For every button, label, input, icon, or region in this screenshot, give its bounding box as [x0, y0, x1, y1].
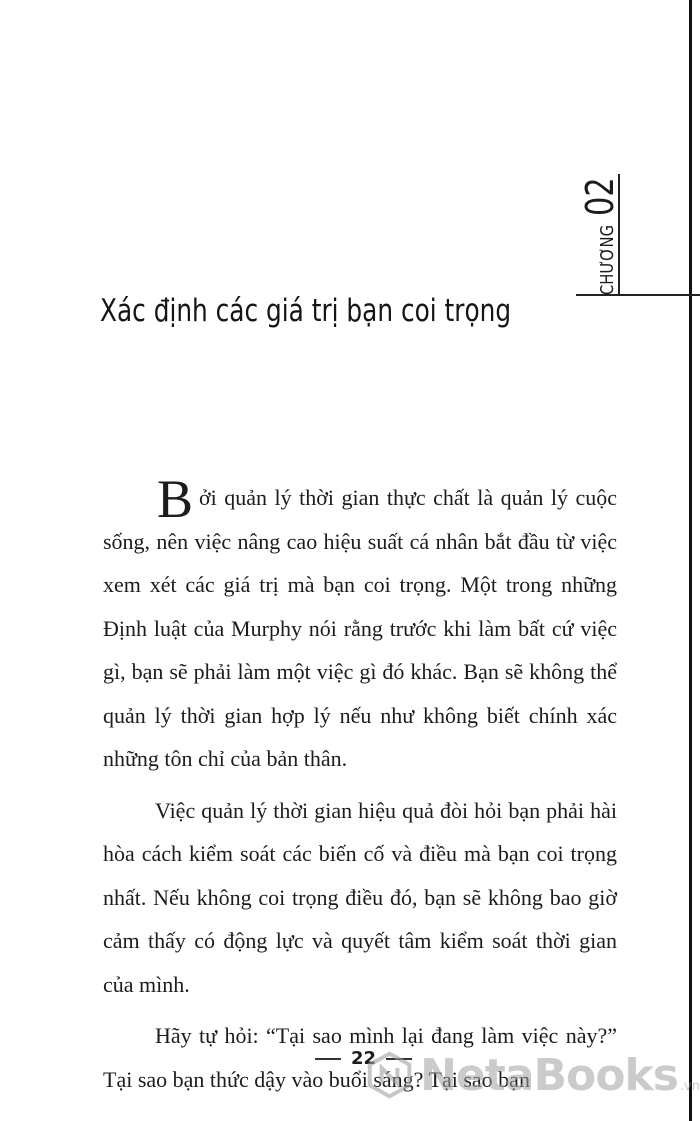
page-number: 22	[351, 1048, 377, 1069]
drop-cap: B	[157, 469, 194, 529]
chapter-title: Xác định các giá trị bạn coi trọng	[100, 293, 512, 329]
chapter-rule-extension	[620, 294, 700, 296]
paragraph-1-text: ởi quản lý thời gian thực chất là quản lý cuộc sống, nên việc nâng cao hiệu suất cá nhân bắt đầu từ việc xem xét các giá trị mà bạn coi trọng. Một trong những Định luật của Murphy nói rằng trước khi làm bất cứ việc gì, bạn sẽ phải làm một việc gì đó khác. Bạn sẽ không thể quản lý thời gian hợp lý nếu như không biết chính xác những tôn chỉ của bản thân.	[103, 485, 617, 771]
page-edge-line	[689, 0, 692, 1121]
watermark	[365, 1040, 700, 1110]
footer-dash-left	[315, 1058, 341, 1060]
paragraph-1	[103, 469, 617, 781]
chapter-label	[578, 175, 626, 295]
watermark-tld: .vn	[679, 1078, 700, 1094]
chapter-word: CHƯƠNG	[597, 224, 618, 295]
chapter-number: 02	[578, 176, 622, 216]
body-text	[103, 469, 617, 1109]
watermark-brand: NetaBooks	[420, 1049, 678, 1101]
paragraph-2: Việc quản lý thời gian hiệu quả đòi hỏi bạn phải hài hòa cách kiểm soát các biến cố và điều mà bạn coi trọng nhất. Nếu không coi trọng điều đó, bạn sẽ không bao giờ cảm thấy có động lực và quyết tâm kiểm soát thời gian của mình.	[103, 797, 617, 997]
paragraph-3: Hãy tự hỏi: “Tại sao mình lại đang làm việc này?” Tại sao bạn thức dậy vào buổi sáng? Tại sao bạn	[103, 1023, 617, 1092]
netabooks-logo-icon	[365, 1044, 414, 1106]
